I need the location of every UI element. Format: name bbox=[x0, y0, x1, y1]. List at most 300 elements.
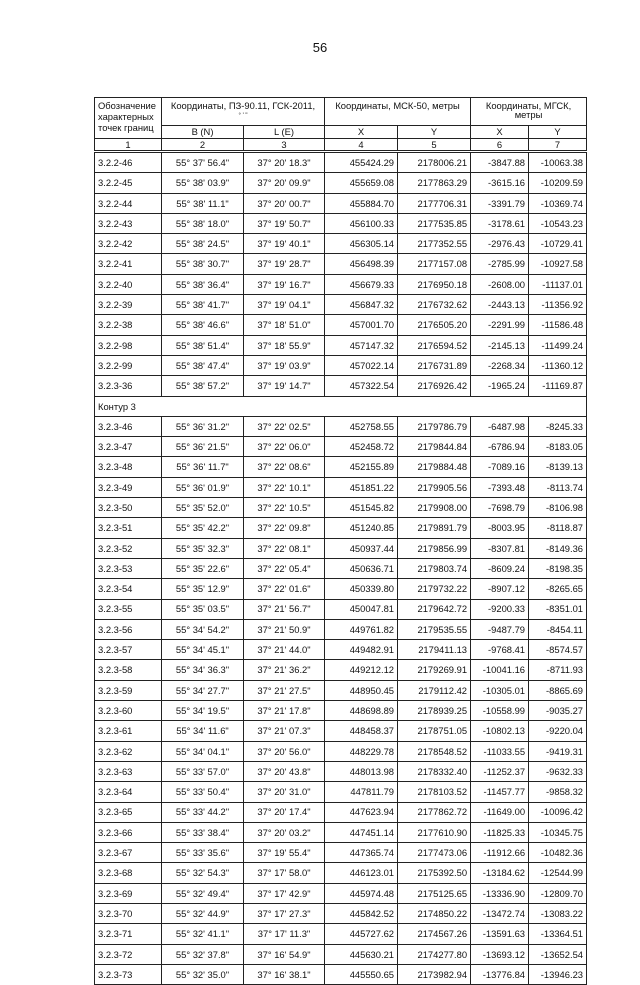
mgsk-y-cell: -8265.65 bbox=[529, 579, 587, 599]
mgsk-x-cell: -13184.62 bbox=[471, 863, 529, 883]
msk-y-cell: 2178751.05 bbox=[398, 721, 471, 741]
point-id-cell: 3.2.3-69 bbox=[95, 883, 162, 903]
mgsk-x-cell: -7393.48 bbox=[471, 477, 529, 497]
latitude-b-cell: 55° 34' 04.1" bbox=[162, 741, 244, 761]
table-row bbox=[95, 843, 587, 863]
msk-y-cell: 2176732.62 bbox=[398, 295, 471, 315]
latitude-b-cell: 55° 36' 31.2" bbox=[162, 416, 244, 436]
mgsk-y-cell: -8454.11 bbox=[529, 619, 587, 639]
latitude-b-cell: 55° 33' 44.2" bbox=[162, 802, 244, 822]
table-row bbox=[95, 761, 587, 781]
section-row-group bbox=[95, 396, 587, 416]
longitude-l-cell: 37° 19' 03.9" bbox=[244, 355, 325, 375]
table-row bbox=[95, 883, 587, 903]
mgsk-y-cell: -8245.33 bbox=[529, 416, 587, 436]
mgsk-x-cell: -3847.88 bbox=[471, 152, 529, 173]
longitude-l-cell: 37° 20' 17.4" bbox=[244, 802, 325, 822]
latitude-b-cell: 55° 35' 22.6" bbox=[162, 558, 244, 578]
msk-y-cell: 2177473.06 bbox=[398, 843, 471, 863]
table-row bbox=[95, 457, 587, 477]
mgsk-y-cell: -13083.22 bbox=[529, 903, 587, 923]
point-id-cell: 3.2.3-58 bbox=[95, 660, 162, 680]
point-id-cell: 3.2.2-46 bbox=[95, 152, 162, 173]
msk-y-cell: 2177352.55 bbox=[398, 234, 471, 254]
msk-y-cell: 2179844.84 bbox=[398, 437, 471, 457]
mgsk-x-cell: -10041.16 bbox=[471, 660, 529, 680]
msk-x-cell: 447451.14 bbox=[325, 822, 398, 842]
msk-x-cell: 446123.01 bbox=[325, 863, 398, 883]
mgsk-x-cell: -8003.95 bbox=[471, 518, 529, 538]
point-id-cell: 3.2.3-55 bbox=[95, 599, 162, 619]
table-header-row bbox=[95, 98, 587, 126]
longitude-l-cell: 37° 20' 03.2" bbox=[244, 822, 325, 842]
msk-x-cell: 449212.12 bbox=[325, 660, 398, 680]
mgsk-x-cell: -3615.16 bbox=[471, 173, 529, 193]
mgsk-y-cell: -12544.99 bbox=[529, 863, 587, 883]
mgsk-y-cell: -8198.35 bbox=[529, 558, 587, 578]
latitude-b-cell: 55° 35' 52.0" bbox=[162, 498, 244, 518]
msk-y-cell: 2173982.94 bbox=[398, 964, 471, 984]
msk-y-cell: 2179856.99 bbox=[398, 538, 471, 558]
point-id-cell: 3.2.3-46 bbox=[95, 416, 162, 436]
mgsk-y-cell: -11499.24 bbox=[529, 335, 587, 355]
mgsk-y-cell: -8106.98 bbox=[529, 498, 587, 518]
msk-x-cell: 456305.14 bbox=[325, 234, 398, 254]
mgsk-y-cell: -11360.12 bbox=[529, 355, 587, 375]
longitude-l-cell: 37° 19' 16.7" bbox=[244, 274, 325, 294]
column-number: 7 bbox=[529, 139, 587, 152]
longitude-l-cell: 37° 19' 14.7" bbox=[244, 376, 325, 396]
header-group-msk50: Координаты, МСК-50, метры bbox=[325, 98, 471, 126]
msk-y-cell: 2179908.00 bbox=[398, 498, 471, 518]
column-number: 4 bbox=[325, 139, 398, 152]
msk-x-cell: 456847.32 bbox=[325, 295, 398, 315]
msk-x-cell: 448458.37 bbox=[325, 721, 398, 741]
mgsk-x-cell: -9200.33 bbox=[471, 599, 529, 619]
table-row bbox=[95, 964, 587, 984]
longitude-l-cell: 37° 16' 54.9" bbox=[244, 944, 325, 964]
mgsk-y-cell: -9632.33 bbox=[529, 761, 587, 781]
point-id-cell: 3.2.2-99 bbox=[95, 355, 162, 375]
table-row bbox=[95, 579, 587, 599]
longitude-l-cell: 37° 21' 07.3" bbox=[244, 721, 325, 741]
mgsk-x-cell: -11252.37 bbox=[471, 761, 529, 781]
section-label: Контур 3 bbox=[95, 396, 587, 416]
msk-x-cell: 445842.52 bbox=[325, 903, 398, 923]
point-id-cell: 3.2.3-57 bbox=[95, 640, 162, 660]
point-id-cell: 3.2.3-50 bbox=[95, 498, 162, 518]
longitude-l-cell: 37° 20' 31.0" bbox=[244, 782, 325, 802]
point-id-cell: 3.2.3-59 bbox=[95, 680, 162, 700]
mgsk-y-cell: -10543.23 bbox=[529, 213, 587, 233]
longitude-l-cell: 37° 22' 10.1" bbox=[244, 477, 325, 497]
latitude-b-cell: 55° 36' 01.9" bbox=[162, 477, 244, 497]
mgsk-y-cell: -11586.48 bbox=[529, 315, 587, 335]
longitude-l-cell: 37° 20' 09.9" bbox=[244, 173, 325, 193]
longitude-l-cell: 37° 22' 02.5" bbox=[244, 416, 325, 436]
mgsk-x-cell: -10802.13 bbox=[471, 721, 529, 741]
mgsk-y-cell: -11137.01 bbox=[529, 274, 587, 294]
mgsk-x-cell: -10558.99 bbox=[471, 701, 529, 721]
point-id-cell: 3.2.3-48 bbox=[95, 457, 162, 477]
mgsk-y-cell: -8118.87 bbox=[529, 518, 587, 538]
table-row bbox=[95, 822, 587, 842]
latitude-b-cell: 55° 33' 57.0" bbox=[162, 761, 244, 781]
column-number: 2 bbox=[162, 139, 244, 152]
header-group-mgsk: Координаты, МГСК, метры bbox=[471, 98, 587, 126]
latitude-b-cell: 55° 33' 35.6" bbox=[162, 843, 244, 863]
msk-x-cell: 456100.33 bbox=[325, 213, 398, 233]
latitude-b-cell: 55° 34' 19.5" bbox=[162, 701, 244, 721]
latitude-b-cell: 55° 38' 24.5" bbox=[162, 234, 244, 254]
msk-x-cell: 452155.89 bbox=[325, 457, 398, 477]
longitude-l-cell: 37° 20' 43.8" bbox=[244, 761, 325, 781]
point-id-cell: 3.2.3-56 bbox=[95, 619, 162, 639]
msk-y-cell: 2179112.42 bbox=[398, 680, 471, 700]
subheader-b: B (N) bbox=[162, 126, 244, 139]
msk-y-cell: 2178006.21 bbox=[398, 152, 471, 173]
msk-y-cell: 2179905.56 bbox=[398, 477, 471, 497]
table-row bbox=[95, 640, 587, 660]
latitude-b-cell: 55° 38' 51.4" bbox=[162, 335, 244, 355]
msk-y-cell: 2179786.79 bbox=[398, 416, 471, 436]
latitude-b-cell: 55° 32' 44.9" bbox=[162, 903, 244, 923]
longitude-l-cell: 37° 16' 38.1" bbox=[244, 964, 325, 984]
mgsk-y-cell: -10369.74 bbox=[529, 193, 587, 213]
mgsk-x-cell: -11912.66 bbox=[471, 843, 529, 863]
msk-y-cell: 2178939.25 bbox=[398, 701, 471, 721]
latitude-b-cell: 55° 32' 54.3" bbox=[162, 863, 244, 883]
mgsk-x-cell: -9487.79 bbox=[471, 619, 529, 639]
latitude-b-cell: 55° 35' 12.9" bbox=[162, 579, 244, 599]
mgsk-y-cell: -8183.05 bbox=[529, 437, 587, 457]
point-id-cell: 3.2.2-38 bbox=[95, 315, 162, 335]
msk-x-cell: 452758.55 bbox=[325, 416, 398, 436]
msk-x-cell: 448013.98 bbox=[325, 761, 398, 781]
mgsk-x-cell: -13472.74 bbox=[471, 903, 529, 923]
msk-x-cell: 455424.29 bbox=[325, 152, 398, 173]
msk-y-cell: 2179803.74 bbox=[398, 558, 471, 578]
longitude-l-cell: 37° 19' 40.1" bbox=[244, 234, 325, 254]
msk-y-cell: 2174277.80 bbox=[398, 944, 471, 964]
longitude-l-cell: 37° 21' 50.9" bbox=[244, 619, 325, 639]
latitude-b-cell: 55° 34' 36.3" bbox=[162, 660, 244, 680]
point-id-cell: 3.2.3-68 bbox=[95, 863, 162, 883]
msk-x-cell: 455884.70 bbox=[325, 193, 398, 213]
latitude-b-cell: 55° 34' 11.6" bbox=[162, 721, 244, 741]
msk-y-cell: 2179411.13 bbox=[398, 640, 471, 660]
mgsk-x-cell: -3391.79 bbox=[471, 193, 529, 213]
table-row bbox=[95, 538, 587, 558]
point-id-cell: 3.2.3-72 bbox=[95, 944, 162, 964]
table-row bbox=[95, 863, 587, 883]
table-row bbox=[95, 355, 587, 375]
mgsk-x-cell: -8609.24 bbox=[471, 558, 529, 578]
table-row bbox=[95, 234, 587, 254]
mgsk-y-cell: -11356.92 bbox=[529, 295, 587, 315]
table-row bbox=[95, 903, 587, 923]
table-body-contour-2 bbox=[95, 152, 587, 397]
mgsk-x-cell: -2608.00 bbox=[471, 274, 529, 294]
page-number: 56 bbox=[312, 40, 328, 55]
point-id-cell: 3.2.2-39 bbox=[95, 295, 162, 315]
column-number: 6 bbox=[471, 139, 529, 152]
point-id-cell: 3.2.2-43 bbox=[95, 213, 162, 233]
longitude-l-cell: 37° 21' 44.0" bbox=[244, 640, 325, 660]
table-row bbox=[95, 254, 587, 274]
point-id-cell: 3.2.3-51 bbox=[95, 518, 162, 538]
column-number: 5 bbox=[398, 139, 471, 152]
latitude-b-cell: 55° 36' 11.7" bbox=[162, 457, 244, 477]
msk-y-cell: 2176594.52 bbox=[398, 335, 471, 355]
longitude-l-cell: 37° 22' 06.0" bbox=[244, 437, 325, 457]
latitude-b-cell: 55° 34' 54.2" bbox=[162, 619, 244, 639]
longitude-l-cell: 37° 20' 56.0" bbox=[244, 741, 325, 761]
latitude-b-cell: 55° 35' 32.3" bbox=[162, 538, 244, 558]
mgsk-x-cell: -6786.94 bbox=[471, 437, 529, 457]
msk-x-cell: 451240.85 bbox=[325, 518, 398, 538]
longitude-l-cell: 37° 19' 55.4" bbox=[244, 843, 325, 863]
mgsk-y-cell: -9035.27 bbox=[529, 701, 587, 721]
mgsk-x-cell: -2976.43 bbox=[471, 234, 529, 254]
table-row bbox=[95, 437, 587, 457]
msk-x-cell: 457022.14 bbox=[325, 355, 398, 375]
table-row bbox=[95, 924, 587, 944]
table-row bbox=[95, 315, 587, 335]
msk-x-cell: 450047.81 bbox=[325, 599, 398, 619]
latitude-b-cell: 55° 37' 56.4" bbox=[162, 152, 244, 173]
msk-x-cell: 449482.91 bbox=[325, 640, 398, 660]
latitude-b-cell: 55° 32' 41.1" bbox=[162, 924, 244, 944]
point-id-cell: 3.2.3-65 bbox=[95, 802, 162, 822]
latitude-b-cell: 55° 38' 36.4" bbox=[162, 274, 244, 294]
msk-x-cell: 449761.82 bbox=[325, 619, 398, 639]
latitude-b-cell: 55° 32' 35.0" bbox=[162, 964, 244, 984]
msk-y-cell: 2179884.48 bbox=[398, 457, 471, 477]
table-row bbox=[95, 741, 587, 761]
msk-x-cell: 451545.82 bbox=[325, 498, 398, 518]
table-row bbox=[95, 295, 587, 315]
latitude-b-cell: 55° 38' 30.7" bbox=[162, 254, 244, 274]
longitude-l-cell: 37° 17' 42.9" bbox=[244, 883, 325, 903]
msk-y-cell: 2175125.65 bbox=[398, 883, 471, 903]
longitude-l-cell: 37° 22' 08.1" bbox=[244, 538, 325, 558]
msk-x-cell: 455659.08 bbox=[325, 173, 398, 193]
latitude-b-cell: 55° 34' 27.7" bbox=[162, 680, 244, 700]
table-row bbox=[95, 173, 587, 193]
msk-x-cell: 452458.72 bbox=[325, 437, 398, 457]
point-id-cell: 3.2.2-41 bbox=[95, 254, 162, 274]
mgsk-y-cell: -10345.75 bbox=[529, 822, 587, 842]
mgsk-y-cell: -9220.04 bbox=[529, 721, 587, 741]
mgsk-y-cell: -8113.74 bbox=[529, 477, 587, 497]
mgsk-y-cell: -8351.01 bbox=[529, 599, 587, 619]
mgsk-y-cell: -10729.41 bbox=[529, 234, 587, 254]
mgsk-y-cell: -13364.51 bbox=[529, 924, 587, 944]
longitude-l-cell: 37° 19' 50.7" bbox=[244, 213, 325, 233]
point-id-cell: 3.2.2-44 bbox=[95, 193, 162, 213]
msk-x-cell: 448698.89 bbox=[325, 701, 398, 721]
mgsk-y-cell: -10063.38 bbox=[529, 152, 587, 173]
longitude-l-cell: 37° 17' 27.3" bbox=[244, 903, 325, 923]
longitude-l-cell: 37° 22' 08.6" bbox=[244, 457, 325, 477]
longitude-l-cell: 37° 22' 05.4" bbox=[244, 558, 325, 578]
mgsk-y-cell: -10927.58 bbox=[529, 254, 587, 274]
header-group-pz90-label: Координаты, ПЗ-90.11, ГСК-2011, bbox=[170, 100, 316, 111]
msk-y-cell: 2179891.79 bbox=[398, 518, 471, 538]
mgsk-y-cell: -10096.42 bbox=[529, 802, 587, 822]
msk-x-cell: 448950.45 bbox=[325, 680, 398, 700]
mgsk-x-cell: -7089.16 bbox=[471, 457, 529, 477]
mgsk-x-cell: -13336.90 bbox=[471, 883, 529, 903]
point-id-cell: 3.2.3-49 bbox=[95, 477, 162, 497]
msk-x-cell: 456679.33 bbox=[325, 274, 398, 294]
msk-y-cell: 2174850.22 bbox=[398, 903, 471, 923]
msk-y-cell: 2176950.18 bbox=[398, 274, 471, 294]
latitude-b-cell: 55° 35' 42.2" bbox=[162, 518, 244, 538]
mgsk-x-cell: -11033.55 bbox=[471, 741, 529, 761]
longitude-l-cell: 37° 19' 28.7" bbox=[244, 254, 325, 274]
point-id-cell: 3.2.3-54 bbox=[95, 579, 162, 599]
header-group-pz90-unit: ° ' " bbox=[238, 113, 248, 120]
latitude-b-cell: 55° 33' 38.4" bbox=[162, 822, 244, 842]
coordinates-table bbox=[94, 97, 587, 985]
msk-y-cell: 2177706.31 bbox=[398, 193, 471, 213]
msk-y-cell: 2176505.20 bbox=[398, 315, 471, 335]
mgsk-x-cell: -10305.01 bbox=[471, 680, 529, 700]
latitude-b-cell: 55° 32' 37.8" bbox=[162, 944, 244, 964]
mgsk-y-cell: -8711.93 bbox=[529, 660, 587, 680]
table-row bbox=[95, 782, 587, 802]
mgsk-y-cell: -13652.54 bbox=[529, 944, 587, 964]
latitude-b-cell: 55° 38' 11.1" bbox=[162, 193, 244, 213]
subheader-msk-x: X bbox=[325, 126, 398, 139]
table-row bbox=[95, 477, 587, 497]
msk-x-cell: 445630.21 bbox=[325, 944, 398, 964]
mgsk-y-cell: -12809.70 bbox=[529, 883, 587, 903]
point-id-cell: 3.2.2-98 bbox=[95, 335, 162, 355]
longitude-l-cell: 37° 17' 11.3" bbox=[244, 924, 325, 944]
mgsk-x-cell: -8307.81 bbox=[471, 538, 529, 558]
msk-x-cell: 450937.44 bbox=[325, 538, 398, 558]
mgsk-x-cell: -13693.12 bbox=[471, 944, 529, 964]
longitude-l-cell: 37° 22' 09.8" bbox=[244, 518, 325, 538]
table-row bbox=[95, 335, 587, 355]
mgsk-x-cell: -13591.63 bbox=[471, 924, 529, 944]
latitude-b-cell: 55° 33' 50.4" bbox=[162, 782, 244, 802]
longitude-l-cell: 37° 21' 36.2" bbox=[244, 660, 325, 680]
table-body-contour-3 bbox=[95, 416, 587, 984]
msk-y-cell: 2179269.91 bbox=[398, 660, 471, 680]
table-row bbox=[95, 558, 587, 578]
table-row bbox=[95, 274, 587, 294]
latitude-b-cell: 55° 34' 45.1" bbox=[162, 640, 244, 660]
column-number-row bbox=[95, 139, 587, 152]
table-row bbox=[95, 802, 587, 822]
point-id-cell: 3.2.3-73 bbox=[95, 964, 162, 984]
column-number: 1 bbox=[95, 139, 162, 152]
msk-y-cell: 2179642.72 bbox=[398, 599, 471, 619]
longitude-l-cell: 37° 22' 01.6" bbox=[244, 579, 325, 599]
table-row bbox=[95, 701, 587, 721]
msk-y-cell: 2175392.50 bbox=[398, 863, 471, 883]
table-row bbox=[95, 152, 587, 173]
latitude-b-cell: 55° 35' 03.5" bbox=[162, 599, 244, 619]
msk-x-cell: 445727.62 bbox=[325, 924, 398, 944]
point-id-cell: 3.2.3-47 bbox=[95, 437, 162, 457]
msk-y-cell: 2177863.29 bbox=[398, 173, 471, 193]
latitude-b-cell: 55° 38' 18.0" bbox=[162, 213, 244, 233]
mgsk-x-cell: -13776.84 bbox=[471, 964, 529, 984]
table-row bbox=[95, 193, 587, 213]
msk-y-cell: 2178548.52 bbox=[398, 741, 471, 761]
msk-x-cell: 445974.48 bbox=[325, 883, 398, 903]
point-id-cell: 3.2.2-45 bbox=[95, 173, 162, 193]
msk-y-cell: 2177535.85 bbox=[398, 213, 471, 233]
longitude-l-cell: 37° 21' 17.8" bbox=[244, 701, 325, 721]
point-id-cell: 3.2.3-62 bbox=[95, 741, 162, 761]
msk-x-cell: 450636.71 bbox=[325, 558, 398, 578]
table-row bbox=[95, 518, 587, 538]
table-row bbox=[95, 213, 587, 233]
mgsk-y-cell: -8139.13 bbox=[529, 457, 587, 477]
mgsk-x-cell: -7698.79 bbox=[471, 498, 529, 518]
longitude-l-cell: 37° 19' 04.1" bbox=[244, 295, 325, 315]
point-id-cell: 3.2.3-67 bbox=[95, 843, 162, 863]
longitude-l-cell: 37° 20' 00.7" bbox=[244, 193, 325, 213]
latitude-b-cell: 55° 38' 46.6" bbox=[162, 315, 244, 335]
msk-x-cell: 456498.39 bbox=[325, 254, 398, 274]
table-row bbox=[95, 721, 587, 741]
latitude-b-cell: 55° 36' 21.5" bbox=[162, 437, 244, 457]
point-id-cell: 3.2.3-64 bbox=[95, 782, 162, 802]
longitude-l-cell: 37° 18' 55.9" bbox=[244, 335, 325, 355]
msk-y-cell: 2178103.52 bbox=[398, 782, 471, 802]
msk-y-cell: 2179535.55 bbox=[398, 619, 471, 639]
table-row bbox=[95, 416, 587, 436]
mgsk-x-cell: -2145.13 bbox=[471, 335, 529, 355]
table-row bbox=[95, 599, 587, 619]
table-row bbox=[95, 498, 587, 518]
mgsk-x-cell: -8907.12 bbox=[471, 579, 529, 599]
msk-y-cell: 2176731.89 bbox=[398, 355, 471, 375]
msk-y-cell: 2177610.90 bbox=[398, 822, 471, 842]
longitude-l-cell: 37° 22' 10.5" bbox=[244, 498, 325, 518]
point-id-cell: 3.2.3-66 bbox=[95, 822, 162, 842]
header-group-pz90 bbox=[162, 98, 325, 126]
msk-y-cell: 2176926.42 bbox=[398, 376, 471, 396]
mgsk-y-cell: -13946.23 bbox=[529, 964, 587, 984]
point-id-cell: 3.2.3-70 bbox=[95, 903, 162, 923]
mgsk-x-cell: -2291.99 bbox=[471, 315, 529, 335]
latitude-b-cell: 55° 38' 41.7" bbox=[162, 295, 244, 315]
msk-x-cell: 457001.70 bbox=[325, 315, 398, 335]
column-number: 3 bbox=[244, 139, 325, 152]
table-row bbox=[95, 680, 587, 700]
msk-y-cell: 2177157.08 bbox=[398, 254, 471, 274]
longitude-l-cell: 37° 21' 56.7" bbox=[244, 599, 325, 619]
msk-x-cell: 450339.80 bbox=[325, 579, 398, 599]
mgsk-y-cell: -8149.36 bbox=[529, 538, 587, 558]
table-row bbox=[95, 660, 587, 680]
mgsk-x-cell: -11457.77 bbox=[471, 782, 529, 802]
longitude-l-cell: 37° 17' 58.0" bbox=[244, 863, 325, 883]
mgsk-y-cell: -9419.31 bbox=[529, 741, 587, 761]
subheader-mgsk-x: X bbox=[471, 126, 529, 139]
msk-x-cell: 445550.65 bbox=[325, 964, 398, 984]
mgsk-y-cell: -9858.32 bbox=[529, 782, 587, 802]
mgsk-x-cell: -11825.33 bbox=[471, 822, 529, 842]
